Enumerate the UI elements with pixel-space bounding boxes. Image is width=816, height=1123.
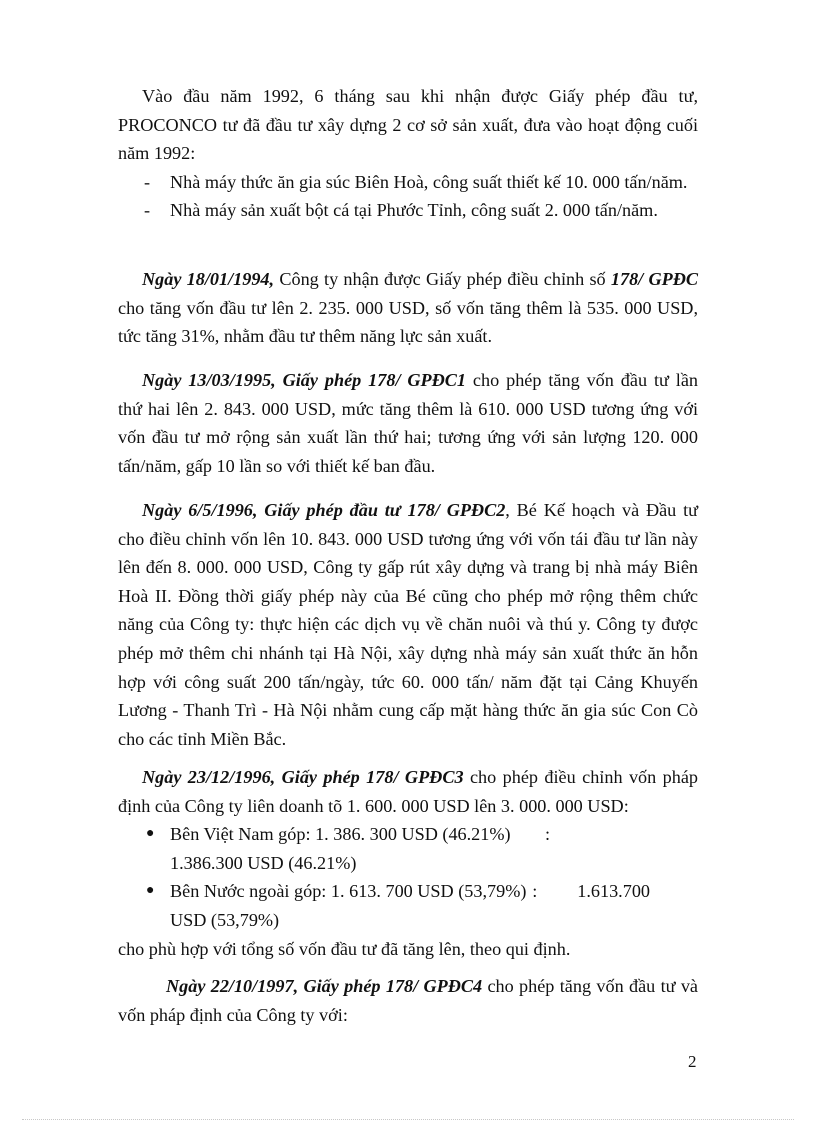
capital-row	[170, 820, 550, 849]
paragraph-text: , Bé Kế hoạch và Đầu tư cho điều chỉnh vốn lên 10. 843. 000 USD tương ứng với vốn tái đầu tư lần này lên đến 8. 000. 000 USD, Công ty gấp rút xây dựng và trang bị nhà máy Biên Hoà II. Đồng thời giấy phép này của Bé cũng cho phép mở rộng thêm chức năng của Công ty: thực hiện các dịch vụ về chăn nuôi và thú y. Công ty được phép mở thêm chi nhánh tại Hà Nội, xây dựng nhà máy sản xuất thức ăn hỗn hợp với công suất 200 tấn/ngày, tức 60. 000 tấn/ năm đặt tại Cảng Khuyến Lương - Thanh Trì - Hà Nội nhằm cung cấp mặt hàng thức ăn gia súc Con Cò cho các tỉnh Miền Bắc.	[118, 500, 698, 749]
paragraph-text: cho tăng vốn đầu tư lên 2. 235. 000 USD, số vốn tăng thêm là 535. 000 USD, tức tăng 31%, nhằm đầu tư thêm năng lực sản xuất.	[118, 297, 698, 347]
section-1996-dec	[118, 763, 698, 963]
capital-colon: :	[544, 824, 550, 845]
bullet-marker: ●	[146, 826, 155, 842]
date-heading: Ngày 6/5/1996, Giấy phép đầu tư 178/ GPĐC2	[142, 500, 506, 520]
paragraph-1997	[118, 972, 698, 1029]
capital-row	[170, 877, 650, 906]
capital-tail	[532, 877, 650, 906]
capital-colon: :	[532, 881, 538, 902]
date-heading: Ngày 23/12/1996, Giấy phép 178/ GPĐC3	[142, 767, 464, 787]
capital-line: Bên Nước ngoài góp: 1. 613. 700 USD (53,79%)	[170, 881, 527, 902]
paragraph-1994	[118, 265, 698, 351]
paragraph-1995	[118, 366, 698, 480]
page-number: 2	[688, 1052, 697, 1071]
capital-item	[118, 820, 698, 877]
section-1995	[118, 366, 698, 480]
list-item-text: Nhà máy thức ăn gia súc Biên Hoà, công suất thiết kế 10. 000 tấn/năm.	[170, 171, 688, 192]
paragraph-text: cho phép điều chỉnh vốn pháp định của Công ty liên doanh tõ 1. 600. 000 USD lên 3. 000. 000 USD:	[118, 767, 699, 816]
capital-amount: 1.613.700	[577, 881, 650, 902]
bullet-marker: ●	[146, 883, 155, 899]
paragraph-1996-may	[118, 496, 698, 753]
date-heading: Ngày 18/01/1994,	[142, 269, 275, 289]
paragraph-after: cho phù hợp với tổng số vốn đầu tư đã tăng lên, theo qui định.	[118, 938, 571, 959]
list-item	[118, 168, 698, 197]
date-heading: Ngày 22/10/1997, Giấy phép 178/ GPĐC4	[166, 976, 483, 996]
intro-paragraph: Vào đầu năm 1992, 6 tháng sau khi nhận được Giấy phép đầu tư, PROCONCO tư đã đầu tư xây dựng 2 cơ sở sản xuất, đưa vào hoạt động cuối năm 1992:	[118, 86, 698, 164]
list-item	[118, 196, 698, 225]
capital-item	[118, 877, 698, 934]
paragraph-text: cho phép tăng vốn đầu tư lần thứ hai lên 2. 843. 000 USD, mức tăng thêm là 610. 000 USD tương ứng với vốn đầu tư mở rộng sản xuất lần thứ hai; tương ứng với sản lượng 120. 000 tấn/năm, gấp 10 lần so với thiết kế ban đầu.	[118, 370, 698, 476]
capital-continuation: USD (53,79%)	[170, 909, 280, 930]
section-1994	[118, 265, 698, 351]
section-1997	[118, 972, 698, 1029]
capital-line: Bên Việt Nam góp: 1. 386. 300 USD (46.21%)	[170, 824, 511, 845]
list-item-text: Nhà máy sản xuất bột cá tại Phước Tỉnh, công suất 2. 000 tấn/năm.	[170, 200, 658, 221]
date-heading: Ngày 13/03/1995, Giấy phép 178/ GPĐC1	[142, 370, 467, 390]
paragraph-1996-dec	[118, 763, 698, 820]
paragraph-text: Công ty nhận được Giấy phép điều chỉnh số	[274, 269, 611, 289]
footer-divider	[22, 1119, 794, 1120]
intro-section	[118, 82, 698, 225]
dash-marker: -	[144, 200, 151, 221]
section-1996-may	[118, 496, 698, 753]
dash-marker: -	[144, 171, 151, 192]
license-number: 178/ GPĐC	[610, 269, 698, 289]
paragraph-text: cho phép tăng vốn đầu tư và vốn pháp định của Công ty với:	[118, 976, 698, 1025]
capital-continuation: 1.386.300 USD (46.21%)	[170, 852, 357, 873]
